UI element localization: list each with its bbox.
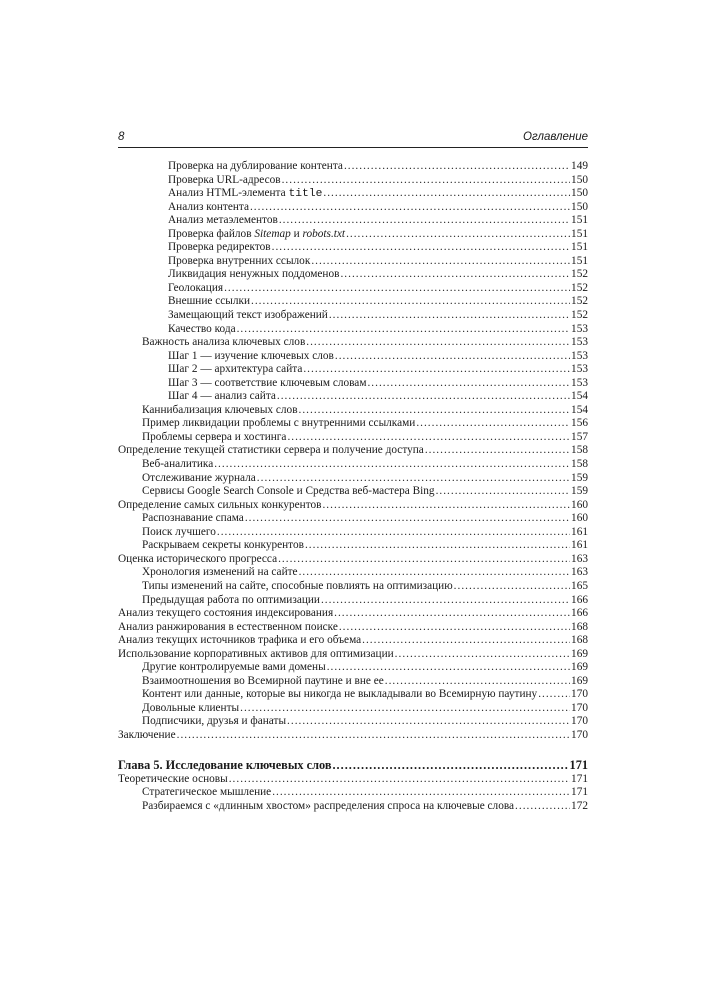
leader-dots [306,336,570,350]
toc-entry-title: Шаг 4 — анализ сайта [168,390,276,403]
page-number: 8 [118,131,125,143]
table-of-contents [118,160,588,813]
toc-entry [118,255,588,269]
toc-entry-page: 163 [571,552,588,565]
toc-entry-page: 171 [571,772,588,785]
toc-entry-title: Предыдущая работа по оптимизации [142,593,320,606]
toc-entry [118,350,588,364]
leader-dots [416,417,570,431]
leader-dots [395,648,570,662]
toc-entry [118,675,588,689]
toc-entry-title: Контент или данные, которые вы никогда не выкладывали во Всемирную паутину [142,688,538,701]
toc-entry-title: Проверка редиректов [168,241,271,254]
toc-entry-title: Веб-аналитика [142,458,214,471]
leader-dots [214,458,570,472]
toc-entry [118,729,588,743]
toc-entry [118,539,588,553]
toc-entry [118,323,588,337]
toc-entry-title: Другие контролируемые вами домены [142,661,326,674]
toc-entry [118,363,588,377]
toc-entry-title: Проверка внутренних ссылок [168,254,311,267]
leader-dots [436,485,570,499]
chapter-entries [118,773,588,814]
toc-entry-page: 170 [571,728,588,741]
toc-entries [118,160,588,743]
chapter-spacer [118,743,588,757]
leader-dots [327,661,570,675]
toc-entry-page: 169 [571,661,588,674]
toc-entry [118,580,588,594]
toc-entry-page: 161 [571,539,588,552]
title-text: Анализ HTML-элемента [168,187,289,200]
toc-entry [118,295,588,309]
leader-dots [245,512,570,526]
toc-entry-page: 152 [571,309,588,322]
italic-text: robots.txt [302,227,346,240]
leader-dots [272,786,570,800]
toc-entry-page: 153 [571,376,588,389]
toc-entry-title: Проблемы сервера и хостинга [142,430,287,443]
toc-entry-page: 169 [571,647,588,660]
toc-entry-page: 159 [571,485,588,498]
leader-dots [311,255,570,269]
toc-entry-title: Взаимоотношения во Всемирной паутине и вне ее [142,674,384,687]
leader-dots [346,228,570,242]
toc-entry [118,377,588,391]
leader-dots [251,295,570,309]
toc-entry-page: 158 [571,444,588,457]
toc-entry-title: Шаг 1 — изучение ключевых слов [168,349,334,362]
toc-entry [118,661,588,675]
toc-entry-page: 153 [571,363,588,376]
toc-entry-page: 150 [571,187,588,200]
toc-entry-title: Геолокация [168,281,224,294]
toc-entry-title: Важность анализа ключевых слов [142,336,306,349]
toc-entry-page: 153 [571,349,588,362]
title-text: Проверка файлов [168,227,255,240]
toc-entry-title: Оценка исторического прогресса [118,552,278,565]
toc-entry [118,472,588,486]
leader-dots [454,580,570,594]
chapter-title: Глава 5. Исследование ключевых слов [118,757,332,772]
toc-entry [118,228,588,242]
toc-entry [118,417,588,431]
toc-entry [118,800,588,814]
toc-entry-page: 154 [571,390,588,403]
leader-dots [279,214,570,228]
leader-dots [237,323,570,337]
toc-entry-title: Заключение [118,728,176,741]
toc-entry-title: Разбираемся с «длинным хвостом» распределения спроса на ключевые слова [142,799,515,812]
leader-dots [367,377,570,391]
toc-entry-title: Поиск лучшего [142,525,216,538]
leader-dots [287,715,570,729]
toc-entry [118,702,588,716]
leader-dots [177,729,570,743]
toc-entry-title: Анализ метаэлементов [168,214,278,227]
toc-entry-page: 165 [571,579,588,592]
toc-entry-title: Анализ контента [168,200,249,213]
toc-entry [118,201,588,215]
toc-entry-page: 152 [571,281,588,294]
toc-entry-title: Ликвидация ненужных поддоменов [168,268,340,281]
toc-entry-page: 150 [571,200,588,213]
toc-entry [118,526,588,540]
toc-entry-title: Раскрываем секреты конкурентов [142,539,304,552]
toc-entry-title: Каннибализация ключевых слов [142,403,298,416]
toc-entry [118,174,588,188]
leader-dots [321,594,570,608]
toc-entry-title: Подписчики, друзья и фанаты [142,715,287,728]
leader-dots [323,187,570,201]
toc-entry-page: 168 [571,620,588,633]
toc-entry-title: Распознавание спама [142,512,244,525]
leader-dots [224,282,570,296]
toc-entry-title: Теоретические основы [118,772,228,785]
toc-entry [118,160,588,174]
toc-entry [118,648,588,662]
toc-entry-title [168,187,322,202]
toc-entry-title: Хронология изменений на сайте [142,566,298,579]
toc-entry-page: 151 [571,214,588,227]
leader-dots [299,404,571,418]
toc-entry [118,214,588,228]
toc-entry-page: 169 [571,674,588,687]
leader-dots [250,201,570,215]
leader-dots [278,553,570,567]
leader-dots [287,431,570,445]
code-text: title [288,188,323,201]
toc-entry [118,499,588,513]
leader-dots [240,702,570,716]
toc-entry [118,444,588,458]
toc-entry [118,309,588,323]
toc-entry-page: 160 [571,512,588,525]
toc-entry-page: 168 [571,634,588,647]
toc-entry [118,390,588,404]
toc-entry-title: Стратегическое мышление [142,786,272,799]
toc-entry-page: 171 [571,786,588,799]
toc-entry-title: Анализ ранжирования в естественном поиске [118,620,338,633]
toc-entry [118,512,588,526]
toc-entry [118,786,588,800]
toc-entry-page: 166 [571,607,588,620]
leader-dots [217,526,570,540]
toc-entry-page: 154 [571,403,588,416]
toc-entry-title: Анализ текущих источников трафика и его объема [118,634,362,647]
leader-dots [282,174,570,188]
title-text: и [290,227,303,240]
toc-entry [118,634,588,648]
toc-entry [118,485,588,499]
leader-dots [332,757,568,773]
toc-entry-title: Использование корпоративных активов для оптимизации [118,647,394,660]
toc-entry-page: 149 [571,160,588,172]
toc-entry-title: Шаг 2 — архитектура сайта [168,363,303,376]
toc-entry [118,594,588,608]
leader-dots [303,363,570,377]
leader-dots [340,268,570,282]
toc-entry-page: 156 [571,417,588,430]
leader-dots [339,621,570,635]
toc-entry-page: 153 [571,336,588,349]
toc-entry-title: Сервисы Google Search Console и Средства веб-мастера Bing [142,485,435,498]
toc-entry-title: Определение текущей статистики сервера и получение доступа [118,444,424,457]
toc-entry [118,241,588,255]
leader-dots [515,800,570,814]
toc-entry [118,404,588,418]
toc-entry [118,773,588,787]
toc-entry [118,268,588,282]
toc-entry-title: Внешние ссылки [168,295,251,308]
leader-dots [257,472,570,486]
leader-dots [272,241,570,255]
leader-dots [538,688,570,702]
leader-dots [362,634,570,648]
toc-entry [118,688,588,702]
toc-entry-page: 163 [571,566,588,579]
toc-entry [118,458,588,472]
toc-entry-page: 170 [571,688,588,701]
toc-entry-page: 151 [571,241,588,254]
toc-entry-title: Пример ликвидации проблемы с внутренними ссылками [142,417,416,430]
toc-entry-page: 151 [571,254,588,267]
toc-entry-page: 152 [571,268,588,281]
toc-entry-page: 150 [571,173,588,186]
toc-entry-title: Отслеживание журнала [142,471,256,484]
toc-entry-page: 166 [571,593,588,606]
italic-text: Sitemap [254,227,291,240]
leader-dots [277,390,570,404]
toc-entry-title: Определение самых сильных конкурентов [118,498,322,511]
chapter-page: 171 [569,757,588,772]
toc-entry-page: 160 [571,498,588,511]
leader-dots [329,309,570,323]
running-title: Оглавление [523,131,588,143]
toc-entry-page: 170 [571,701,588,714]
toc-entry-page: 161 [571,525,588,538]
leader-dots [334,607,570,621]
toc-entry [118,282,588,296]
chapter-heading [118,757,588,773]
toc-entry [118,187,588,201]
toc-entry-page: 153 [571,322,588,335]
page-header [118,131,588,148]
toc-entry-title [168,228,345,242]
toc-entry-title: Типы изменений на сайте, способные повлиять на оптимизацию [142,579,453,592]
toc-entry-title: Довольные клиенты [142,701,240,714]
toc-entry [118,431,588,445]
leader-dots [299,566,570,580]
toc-entry-title: Замещающий текст изображений [168,309,328,322]
toc-entry [118,607,588,621]
toc-entry-page: 151 [571,227,588,240]
toc-entry-page: 158 [571,458,588,471]
toc-entry-title: Качество кода [168,322,236,335]
toc-entry-page: 172 [571,799,588,812]
leader-dots [335,350,570,364]
leader-dots [322,499,570,513]
toc-entry-title: Анализ текущего состояния индексирования [118,607,334,620]
leader-dots [344,160,570,174]
toc-entry-title: Проверка на дублирование контента [168,160,343,172]
toc-entry-title: Проверка URL-адресов [168,173,281,186]
toc-entry [118,336,588,350]
toc-entry-page: 170 [571,715,588,728]
leader-dots [425,444,570,458]
leader-dots [305,539,570,553]
toc-entry [118,621,588,635]
leader-dots [229,773,570,787]
toc-entry [118,715,588,729]
toc-entry [118,553,588,567]
toc-entry [118,566,588,580]
toc-entry-page: 159 [571,471,588,484]
leader-dots [385,675,570,689]
toc-entry-title: Шаг 3 — соответствие ключевым словам [168,376,367,389]
toc-entry-page: 152 [571,295,588,308]
toc-entry-page: 157 [571,430,588,443]
